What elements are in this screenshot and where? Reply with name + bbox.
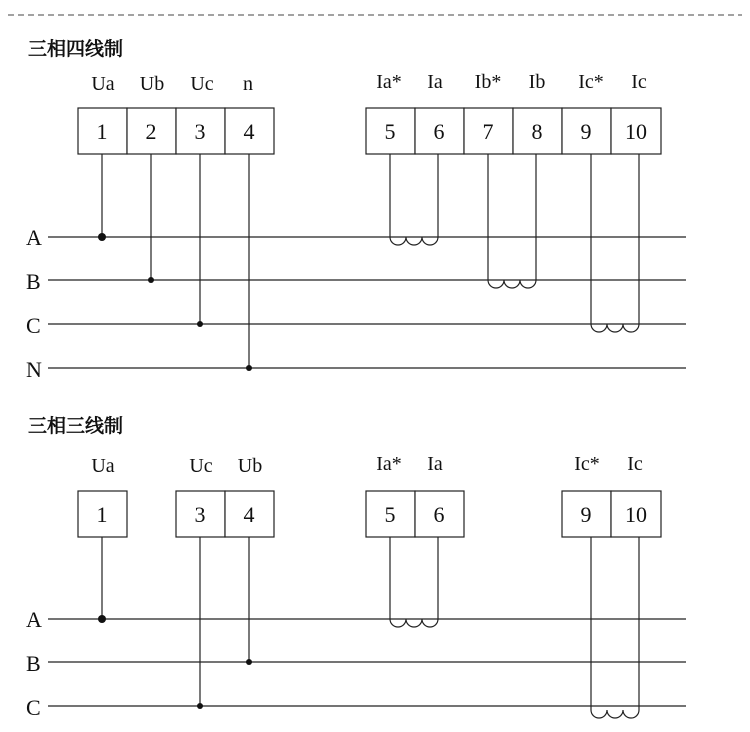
label2-ic: Ic — [627, 453, 643, 475]
ct2-loop-a — [390, 537, 438, 627]
label-ic-star: Ic* — [578, 71, 604, 93]
junction2-b — [246, 659, 252, 665]
terminal-5-num: 5 — [384, 119, 396, 144]
ct-loop-a — [390, 154, 438, 245]
label2-ub: Ub — [237, 455, 263, 477]
label2-ia-star: Ia* — [376, 453, 402, 475]
label-ib: Ib — [528, 71, 546, 93]
line-label-n: N — [26, 357, 42, 382]
label-ic: Ic — [631, 71, 647, 93]
ct-loop-c — [591, 154, 639, 332]
line-label-a: A — [26, 225, 42, 250]
label-ib-star: Ib* — [474, 71, 502, 93]
current-terminal-block — [366, 108, 661, 154]
terminal-3-num: 3 — [194, 119, 206, 144]
junction-n — [246, 365, 252, 371]
label-n: n — [243, 73, 253, 95]
label-ub: Ub — [139, 73, 165, 95]
terminal2-10-num: 10 — [625, 502, 647, 527]
line2-label-c: C — [26, 695, 41, 720]
terminal-8-num: 8 — [531, 119, 543, 144]
terminal-2-num: 2 — [145, 119, 157, 144]
label-ua: Ua — [91, 73, 115, 95]
section2-terminals — [78, 491, 661, 537]
junction2-a — [98, 615, 106, 623]
terminal2-1-num: 1 — [96, 502, 108, 527]
terminal2-3-num: 3 — [194, 502, 206, 527]
line-label-b: B — [26, 269, 41, 294]
label2-ic-star: Ic* — [574, 453, 600, 475]
junction-a — [98, 233, 106, 241]
junction-c — [197, 321, 203, 327]
label2-ua: Ua — [91, 455, 115, 477]
terminal-7-num: 7 — [482, 119, 494, 144]
junction-b — [148, 277, 154, 283]
line-label-c: C — [26, 313, 41, 338]
terminal2-9-num: 9 — [580, 502, 592, 527]
label-uc: Uc — [190, 73, 214, 95]
label-ia: Ia — [427, 71, 443, 93]
terminal2-4-num: 4 — [243, 502, 255, 527]
section1-title: 三相四线制 — [28, 38, 124, 60]
ct2-loop-c — [591, 537, 639, 718]
terminal2-5-num: 5 — [384, 502, 396, 527]
label2-uc: Uc — [189, 455, 213, 477]
terminal-4-num: 4 — [243, 119, 255, 144]
label-ia-star: Ia* — [376, 71, 402, 93]
line2-label-a: A — [26, 607, 42, 632]
terminal-1-num: 1 — [96, 119, 108, 144]
terminal-9-num: 9 — [580, 119, 592, 144]
line2-label-b: B — [26, 651, 41, 676]
section2-title: 三相三线制 — [28, 415, 124, 437]
terminal-10-num: 10 — [625, 119, 647, 144]
ct-loop-b — [488, 154, 536, 288]
terminal-6-num: 6 — [433, 119, 445, 144]
junction2-c — [197, 703, 203, 709]
label2-ia: Ia — [427, 453, 443, 475]
terminal2-6-num: 6 — [433, 502, 445, 527]
